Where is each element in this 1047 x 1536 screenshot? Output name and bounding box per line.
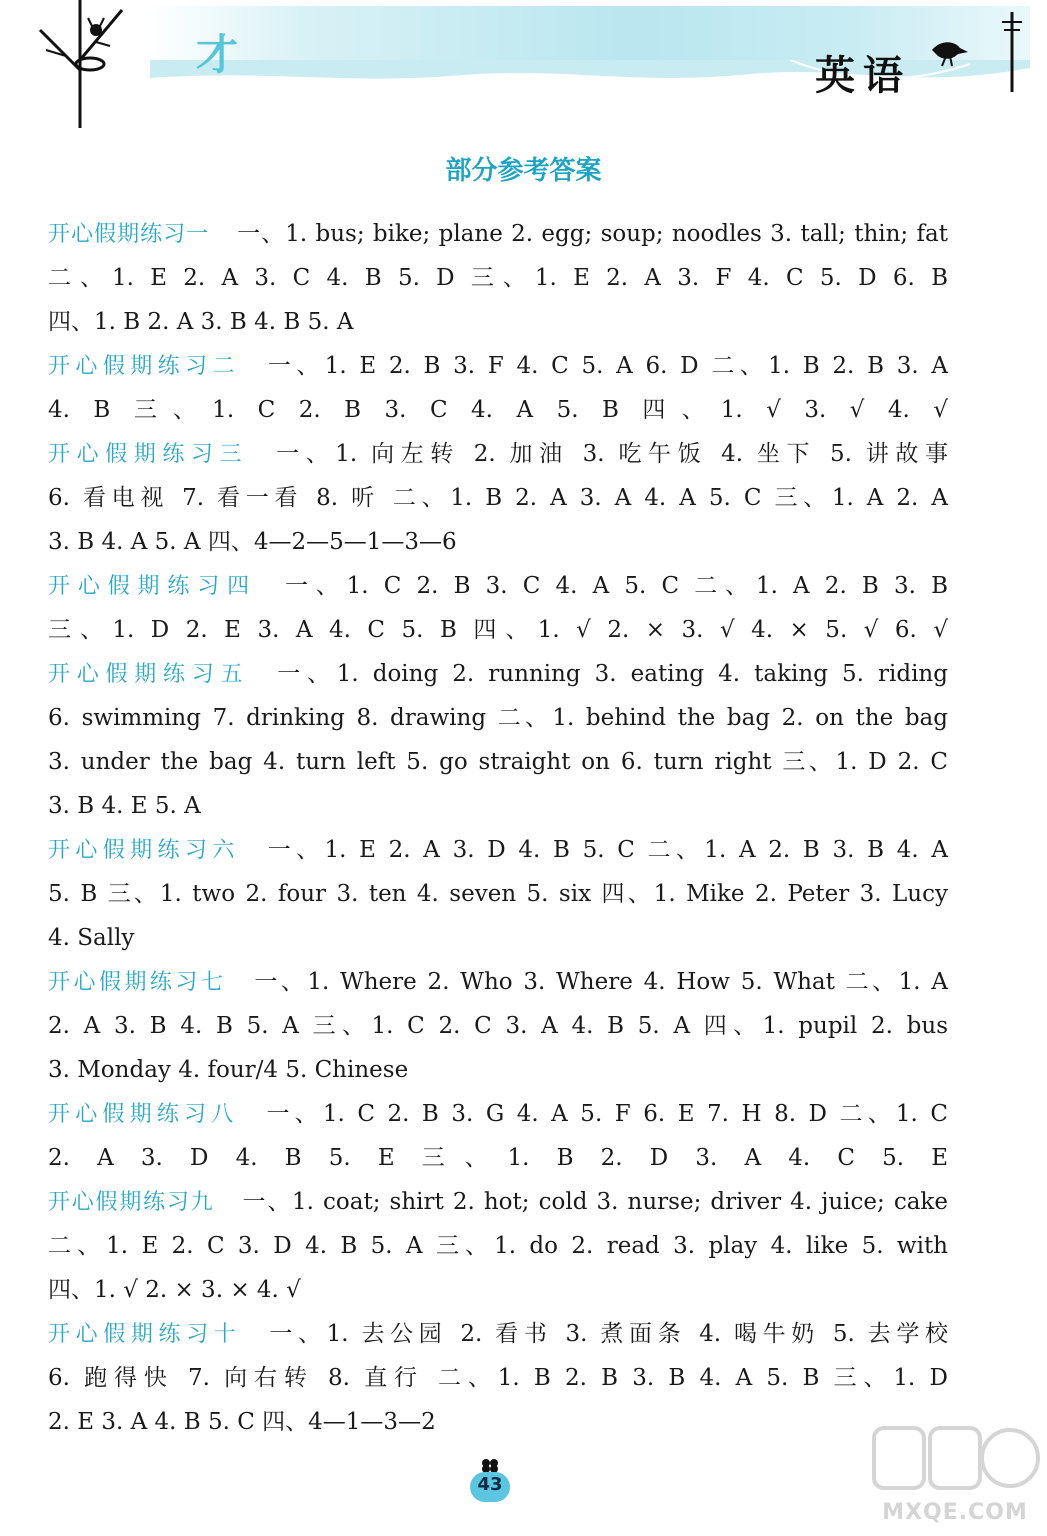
answer-line [48,1312,948,1356]
answer-text: 一、1. bus; bike; plane 2. egg; soup; noodles 3. tall; thin; fat [237,221,948,247]
answer-line [48,916,948,960]
answer-text: 4. B 三、1. C 2. B 3. C 4. A 5. B 四、1. √ 3. √ 4. √ [48,397,948,423]
answer-text: 3. B 4. E 5. A [48,793,201,819]
answer-line [48,1180,948,1224]
answer-text: 一、1. coat; shirt 2. hot; cold 3. nurse; driver 4. juice; cake [242,1189,948,1215]
section-label: 开心假期练习九 [48,1190,215,1215]
answer-text: 二、1. E 2. A 3. C 4. B 5. D 三、1. E 2. A 3. F 4. C 5. D 6. B [48,265,948,291]
answer-line [48,608,948,652]
answer-line [48,388,948,432]
pole-icon [1000,12,1024,92]
answer-line [48,256,948,300]
answer-text: 6. 跑得快 7. 向右转 8. 直行 二、1. B 2. B 3. B 4. A 5. B 三、1. D [48,1365,948,1391]
answer-line [48,300,948,344]
answer-text: 4. Sally [48,925,135,951]
answer-text: 二、1. E 2. C 3. D 4. B 5. A 三、1. do 2. read 3. play 4. like 5. with [48,1233,948,1259]
answer-text: 四、1. √ 2. × 3. × 4. √ [48,1277,301,1303]
answer-line [48,476,948,520]
section-label: 开心假期练习二 [48,354,240,379]
section-label: 开心假期练习四 [48,574,257,599]
answer-text: 一、1. doing 2. running 3. eating 4. taking 5. riding [277,661,948,687]
answer-line [48,432,948,476]
answer-text: 3. B 4. A 5. A 四、4—2—5—1—3—6 [48,529,457,555]
page-title: 部分参考答案 [445,156,602,186]
answer-text: 3. Monday 4. four/4 5. Chinese [48,1057,409,1083]
answer-line [48,1048,948,1092]
answer-text: 3. under the bag 4. turn left 5. go straight on 6. turn right 三、1. D 2. C [48,749,948,775]
answer-text: 2. A 3. D 4. B 5. E 三、1. B 2. D 3. A 4. C 5. E [48,1145,948,1171]
answer-line [48,564,948,608]
answer-line [48,1136,948,1180]
answer-text: 6. 看电视 7. 看一看 8. 听 二、1. B 2. A 3. A 4. A 5. C 三、1. A 2. A [48,485,948,511]
page-number: 43 [477,1474,503,1495]
answer-line [48,520,948,564]
answer-text: 三、1. D 2. E 3. A 4. C 5. B 四、1. √ 2. × 3. √ 4. × 5. √ 6. √ [48,617,948,643]
section-label: 开心假期练习一 [48,222,210,247]
answer-line [48,740,948,784]
answer-line [48,696,948,740]
section-label: 开心假期练习三 [48,442,249,467]
answer-text: 5. B 三、1. two 2. four 3. ten 4. seven 5. six 四、1. Mike 2. Peter 3. Lucy [48,881,948,907]
answer-text: 一、1. E 2. A 3. D 4. B 5. C 二、1. A 2. B 3. B 4. A [267,837,948,863]
answer-text: 6. swimming 7. drinking 8. drawing 二、1. behind the bag 2. on the bag [48,705,948,731]
answer-text: 一、1. Where 2. Who 3. Where 4. How 5. What 二、1. A [254,969,948,995]
answer-line [48,828,948,872]
answer-line [48,960,948,1004]
watermark-url: MXQE.COM [882,1500,1028,1525]
bird-icon [930,38,970,68]
section-label: 开心假期练习七 [48,970,227,995]
section-label: 开心假期练习五 [48,662,250,687]
answer-line [48,344,948,388]
answer-text: 一、1. C 2. B 3. G 4. A 5. F 6. E 7. H 8. D 二、1. C [266,1101,948,1127]
answer-text: 一、1. 去公园 2. 看书 3. 煮面条 4. 喝牛奶 5. 去学校 [269,1321,948,1347]
answer-line [48,1400,948,1444]
section-label: 开心假期练习十 [48,1322,242,1347]
header-decor-char: 才 [196,30,239,79]
watermark-logo-icon [870,1418,1040,1498]
section-label: 开心假期练习八 [48,1102,239,1127]
page-number-badge [466,1458,514,1506]
answer-text: 2. E 3. A 4. B 5. C 四、4—1—3—2 [48,1409,436,1435]
answer-line [48,1268,948,1312]
answer-text: 一、1. 向左转 2. 加油 3. 吃午饭 4. 坐下 5. 讲故事 [276,441,948,467]
tree-icon [36,0,136,130]
answer-text: 一、1. E 2. B 3. F 4. C 5. A 6. D 二、1. B 2. B 3. A [267,353,948,379]
answer-line [48,1224,948,1268]
section-label: 开心假期练习六 [48,838,240,863]
answer-line [48,1004,948,1048]
answer-text: 四、1. B 2. A 3. B 4. B 5. A [48,309,354,335]
answer-line [48,652,948,696]
answer-text: 一、1. C 2. B 3. C 4. A 5. C 二、1. A 2. B 3. B [284,573,948,599]
watermark [870,1418,1040,1528]
answer-line [48,1092,948,1136]
subject-label: 英语 [815,53,911,99]
page-header [0,0,1047,130]
answer-line [48,212,948,256]
answer-line [48,1356,948,1400]
answer-text: 2. A 3. B 4. B 5. A 三、1. C 2. C 3. A 4. B 5. A 四、1. pupil 2. bus [48,1013,948,1039]
answer-list [48,212,948,1444]
answer-line [48,872,948,916]
answer-line [48,784,948,828]
